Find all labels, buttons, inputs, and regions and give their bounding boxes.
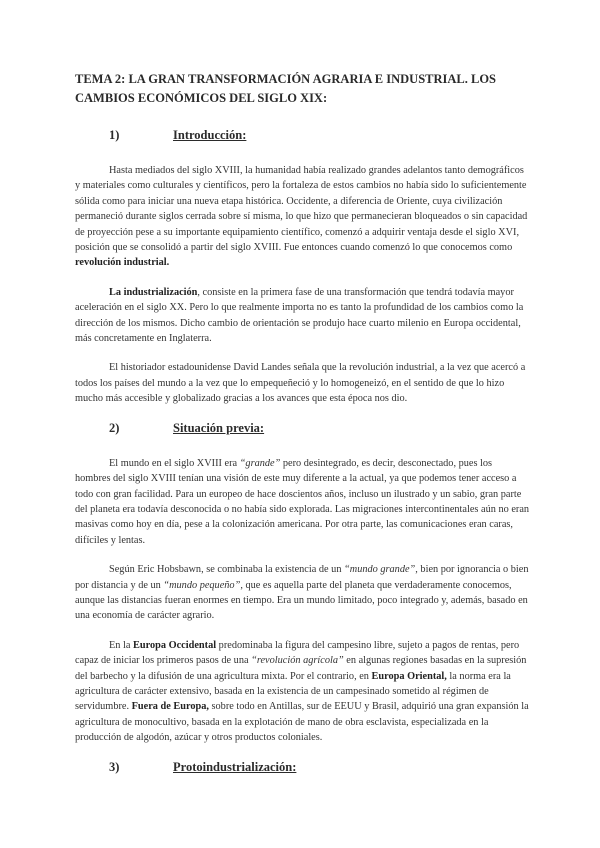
italic-text: “revolución agrícola” [251, 655, 344, 667]
paragraph [75, 638, 530, 746]
section-heading [75, 760, 530, 775]
section-title: Situación previa: [173, 420, 265, 435]
text-run: sobre todo en Antillas, sur de EEUU y Brasil, adquirió una gran expansión la agricultura de monocultivo, basada en la explotación de mano de obra esclavista, especializada en la producción de algodón, azúcar y otros productos coloniales. [75, 701, 529, 744]
document-body [75, 128, 530, 775]
text-run: En la [109, 639, 134, 651]
section-title: Protoindustrialización: [173, 759, 297, 774]
paragraph [75, 360, 530, 406]
italic-text: “grande” [239, 457, 281, 469]
section-heading [75, 421, 530, 436]
section-title: Introducción: [173, 128, 247, 142]
bold-text: La industrialización [109, 286, 198, 298]
paragraph [75, 285, 530, 347]
bold-text: Fuera de Europa, [131, 701, 209, 713]
bold-text: Europa Oriental, [371, 670, 447, 682]
text-run: Hasta mediados del siglo XVIII, la humanidad había realizado grandes adelantos tanto demográficos y materiales como culturales y científicos, pero la fortaleza de estos cambios no había sido lo suficientemente sólida como para iniciar una nueva etapa histórica. Occidente, a diferencia de Oriente, cuya civilización permaneció durante siglos cerrada sobre sí misma, lo que hizo que permanecieran bloqueados o sin capacidad de proyección pese a su importante equipamiento científico, comenzó a adquirir ventaja desde el siglo XVI, posición que se consolidó a partir del siglo XVIII. Fue entonces cuando comenzó lo que conocemos como [75, 165, 528, 254]
text-run: predominaba la figura del campesino libre, sujeto a pagos de rentas, pero capaz de iniciar los primeros pasos de una [75, 639, 520, 667]
section-number: 2) [109, 420, 120, 435]
paragraph [75, 562, 530, 624]
text-run: Según Eric Hobsbawn, se combinaba la existencia de un [109, 564, 345, 576]
text-run: El mundo en el siglo XVIII era [109, 457, 240, 469]
paragraph [75, 456, 530, 548]
text-run: pero desintegrado, es decir, desconectado, pues los hombres del siglo XVIII tenían una visión de este muy diferente a la actual, ya que podemos tener acceso a todo con gran facilidad. Para un europeo de hace doscientos años, incluso un ilustrado y un sabio, gran parte del planeta era todavía desconocida o no había sido explorada. Las migraciones intercontinentales aún no eran masivas como hoy en día, pese a la colonización americana. Por otra parte, las comunicaciones eran caras, difíciles y lentas. [75, 457, 530, 546]
text-run: la norma era la agricultura de carácter extensivo, basada en la existencia de un campesinado sometido al régimen de servidumbre. [75, 670, 511, 713]
text-run: , consiste en la primera fase de una transformación que tendrá todavía mayor aceleración en el siglo XX. Pero lo que realmente importa no es tanto la profundidad de los cambios como la dirección de los mismos. Dicho cambio de orientación se produjo hace cuarto milenio en Europa occidental, más concretamente en Inglaterra. [75, 286, 524, 345]
section-number: 1) [109, 128, 120, 142]
paragraph [75, 163, 530, 271]
document-title: TEMA 2: LA GRAN TRANSFORMACIÓN AGRARIA E INDUSTRIAL. LOS CAMBIOS ECONÓMICOS DEL SIGLO XIX: [75, 72, 497, 105]
text-run: , que es aquella parte del planeta que verdaderamente conocemos, aunque las distancias fueran enormes en tiempo. Era un mundo limitado, poco integrado y, además, basado en una economía de carácter agrario. [75, 579, 528, 622]
italic-text: “mundo grande” [344, 564, 416, 576]
text-run: en algunas regiones basadas en la supresión del barbecho y la difusión de una agricultura mixta. Por el contrario, en [75, 655, 527, 682]
bold-text: revolución industrial. [75, 257, 170, 269]
text-run: El historiador estadounidense David Landes señala que la revolución industrial, a la vez que acercó a todos los países del mundo a la vez que lo empequeñeció y lo homogeneizó, en el sentido de que lo hizo mucho más accesible y globalizado gracias a los avances que esta época nos dio. [75, 362, 526, 405]
section-number: 3) [109, 759, 120, 774]
text-run: , bien por ignorancia o bien por distancia y de un [75, 564, 529, 591]
bold-text: Europa Occidental [133, 639, 217, 651]
italic-text: “mundo pequeño” [163, 579, 241, 591]
section-heading [75, 128, 530, 143]
